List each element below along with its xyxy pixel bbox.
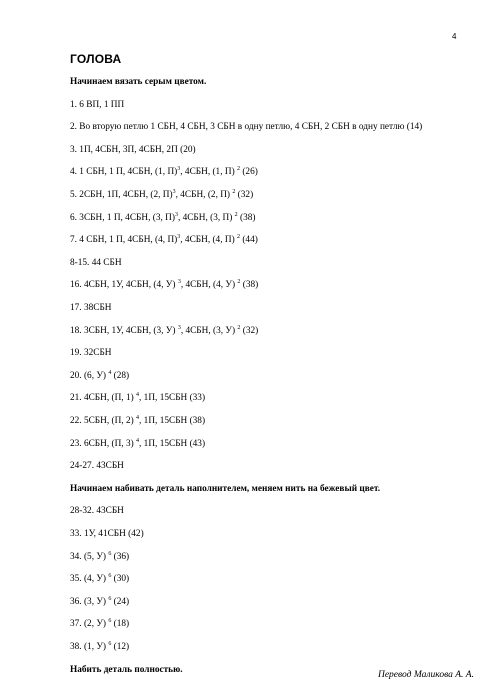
instruction-text: , 1П, 15СБН (33)	[139, 393, 206, 404]
superscript-count: 6	[108, 641, 112, 647]
instruction-line-r33	[70, 528, 144, 540]
instruction-text: 34. (5, У)	[70, 551, 109, 562]
instruction-text: (38)	[240, 280, 259, 291]
instruction-line-r24	[70, 460, 124, 472]
instruction-text: 38. (1, У)	[70, 642, 109, 652]
instruction-text: (30)	[111, 574, 130, 585]
instruction-line-r18	[70, 325, 258, 337]
instruction-line-r3	[70, 144, 196, 156]
superscript-count: 3	[172, 189, 176, 195]
instruction-text: 16. 4СБН, 1У, 4СБН, (4, У)	[70, 280, 178, 291]
superscript-count: 6	[108, 550, 112, 557]
instruction-line-r4	[70, 166, 258, 178]
section-heading: ГОЛОВА	[70, 52, 122, 66]
superscript-count: 6	[108, 595, 112, 602]
instruction-text: (32)	[240, 325, 259, 336]
instruction-line-r5	[70, 189, 253, 201]
instruction-line-r34	[70, 551, 129, 563]
instruction-text: 4. 1 СБН, 1 П, 4СБН, (1, П)	[70, 167, 178, 178]
instruction-line-r23	[70, 438, 205, 450]
superscript-count: 6	[108, 573, 112, 580]
instruction-text: 5. 2СБН, 1П, 4СБН, (2, П)	[70, 190, 173, 200]
superscript-count: 4	[136, 392, 140, 399]
instruction-text: 37. (2, У)	[70, 619, 109, 630]
instruction-line-r2	[70, 121, 422, 133]
instruction-line-r28	[70, 505, 124, 517]
instruction-text: Набить деталь полностью.	[70, 664, 183, 675]
superscript-count: 4	[108, 369, 112, 376]
superscript-count: 4	[136, 437, 140, 444]
instruction-text: 1. 6 ВП, 1 ПП	[70, 99, 125, 110]
instruction-text: 35. (4, У)	[70, 574, 109, 585]
instruction-line-r7	[70, 234, 258, 246]
instruction-line-r17	[70, 302, 112, 314]
superscript-count: 2	[237, 234, 240, 241]
instruction-text: 3. 1П, 4СБН, 3П, 4СБН, 2П (20)	[70, 144, 196, 155]
instruction-line-r8	[70, 257, 122, 269]
instruction-text: 19. 32СБН	[70, 348, 112, 359]
instruction-text: 21. 4СБН, (П, 1)	[70, 393, 137, 404]
instruction-text: 36. (3, У)	[70, 596, 109, 607]
instruction-text: , 1П, 15СБН (43)	[139, 438, 206, 449]
instruction-text: , 4СБН, (4, П)	[180, 235, 237, 246]
instruction-text: (44)	[240, 235, 258, 246]
instruction-text: (18)	[111, 619, 130, 630]
instruction-line-r36	[70, 596, 129, 608]
instruction-text: , 4СБН, (4, У)	[180, 280, 238, 291]
instruction-text: 20. (6, У)	[70, 370, 109, 381]
instruction-text: (26)	[240, 167, 258, 178]
instruction-line-r19	[70, 347, 112, 359]
superscript-count: 3	[177, 234, 181, 241]
superscript-count: 3	[177, 324, 181, 331]
instruction-text: 17. 38СБН	[70, 303, 112, 313]
instruction-text: , 4СБН, (3, У)	[180, 325, 238, 336]
instruction-line-finish	[70, 664, 183, 676]
instruction-text: , 4СБН, (1, П)	[180, 167, 237, 178]
instruction-text: (28)	[111, 370, 130, 381]
instruction-line-r38	[70, 641, 129, 653]
instruction-line-intro	[70, 76, 206, 88]
instruction-text: (36)	[111, 551, 130, 562]
instruction-text: , 1П, 15СБН (38)	[139, 416, 206, 426]
superscript-count: 2	[237, 279, 241, 286]
instruction-line-r21	[70, 392, 205, 404]
instruction-text: 33. 1У, 41СБН (42)	[70, 529, 144, 539]
instruction-line-stuff	[70, 483, 380, 495]
instruction-text: (32)	[235, 190, 254, 200]
instruction-text: , 4СБН, (3, П)	[177, 212, 235, 223]
superscript-count: 3	[177, 166, 181, 173]
superscript-count: 2	[232, 189, 236, 195]
instruction-text: 28-32. 43СБН	[70, 506, 124, 517]
instruction-line-r37	[70, 618, 129, 630]
instruction-text: 6. 3СБН, 1 П, 4СБН, (3, П)	[70, 212, 175, 223]
instruction-text: 23. 6СБН, (П, 3)	[70, 438, 137, 449]
instruction-text: 7. 4 СБН, 1 П, 4СБН, (4, П)	[70, 235, 178, 246]
superscript-count: 3	[174, 211, 178, 218]
superscript-count: 3	[177, 279, 181, 286]
instruction-text: 2. Во вторую петлю 1 СБН, 4 СБН, 3 СБН в одну петлю, 4 СБН, 2 СБН в одну петлю (14)	[70, 122, 423, 133]
superscript-count: 6	[108, 618, 112, 625]
instruction-line-r1	[70, 99, 124, 111]
page-number: 4	[452, 32, 457, 41]
instruction-text: Начинаем набивать деталь наполнителем, меняем нить на бежевый цвет.	[70, 483, 381, 494]
instruction-text: Начинаем вязать серым цветом.	[70, 77, 207, 87]
instruction-line-r20	[70, 370, 129, 382]
instruction-text: (24)	[111, 596, 130, 607]
instruction-line-r6	[70, 212, 256, 224]
superscript-count: 2	[237, 324, 241, 331]
instruction-text: 22. 5СБН, (П, 2)	[70, 416, 137, 426]
superscript-count: 2	[237, 166, 240, 173]
superscript-count: 2	[234, 211, 238, 218]
instruction-line-r22	[70, 415, 205, 427]
instruction-text: (38)	[237, 212, 256, 223]
instruction-line-r35	[70, 573, 129, 585]
instruction-text: (12)	[111, 642, 130, 652]
translator-credit: Перевод Маликова А. А.	[377, 670, 474, 680]
instruction-line-r16	[70, 279, 258, 291]
instruction-text: 24-27. 43СБН	[70, 461, 124, 472]
instruction-text: 8-15. 44 СБН	[70, 257, 122, 268]
superscript-count: 4	[136, 415, 140, 421]
instruction-text: , 4СБН, (2, П)	[175, 190, 233, 200]
instruction-text: 18. 3СБН, 1У, 4СБН, (3, У)	[70, 325, 178, 336]
